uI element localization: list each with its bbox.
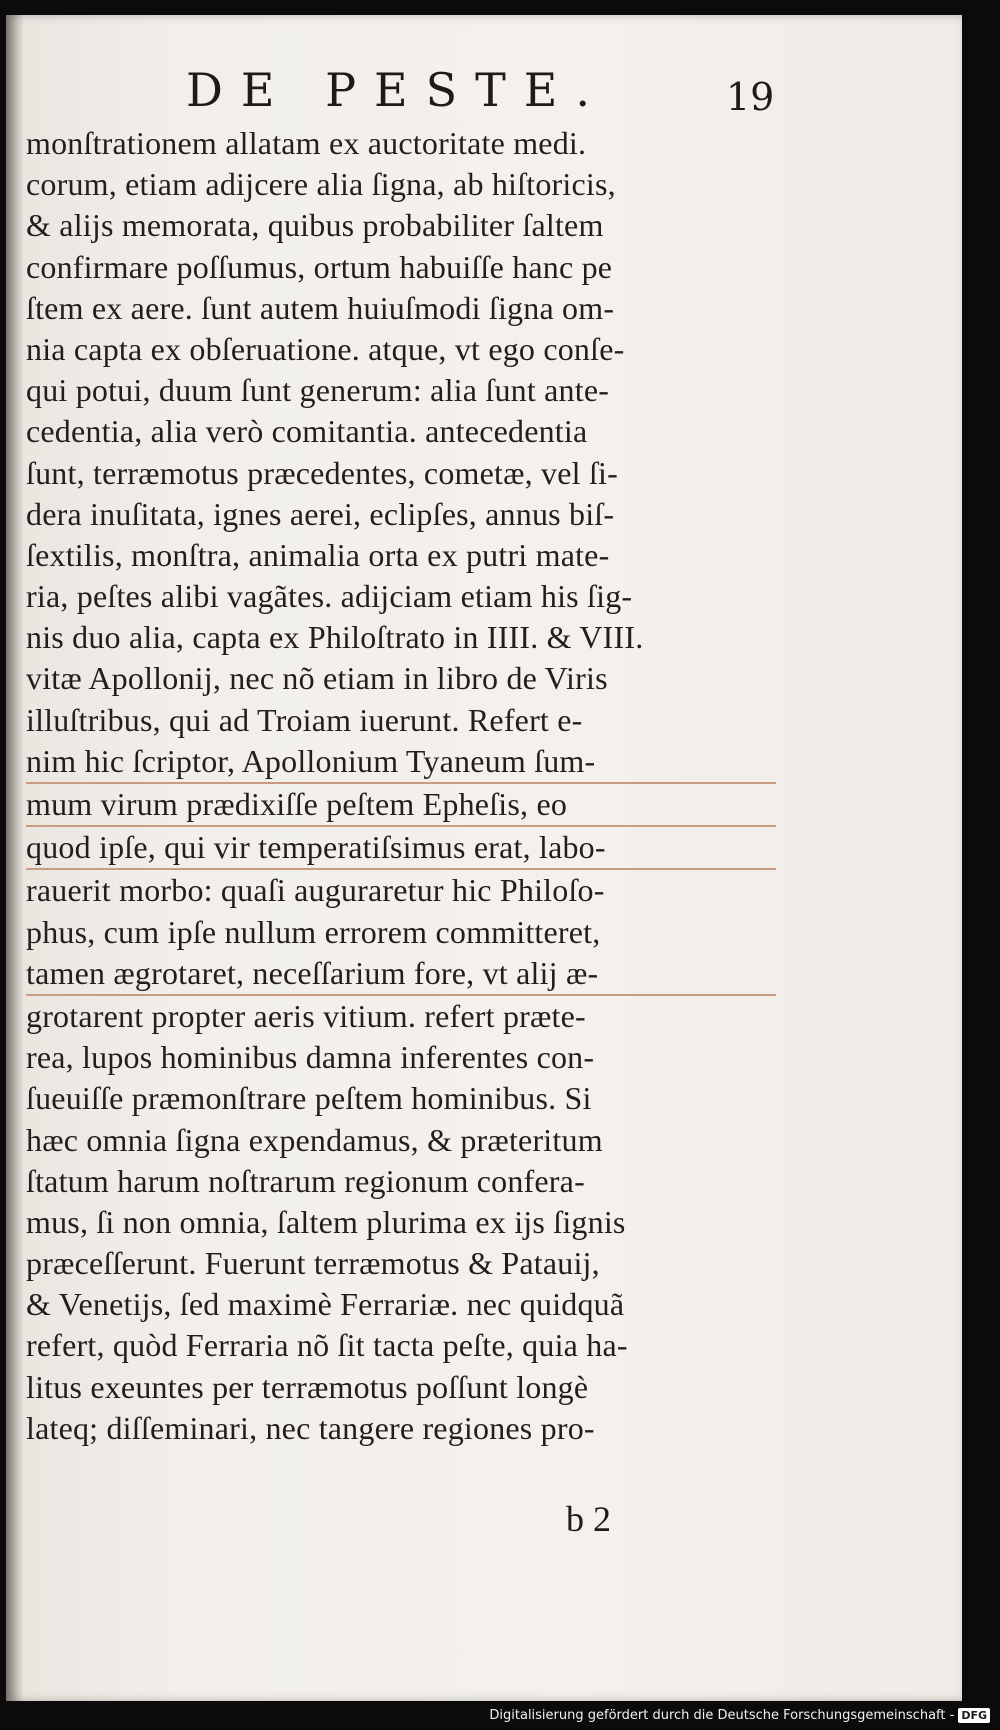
text-line: rea, lupos hominibus damna inferentes con- — [26, 1039, 595, 1076]
text-line: qui potui, duum ſunt generum: alia ſunt ante- — [26, 372, 610, 409]
text-line-underlined: mum virum prædixiſſe peſtem Epheſis, eo — [26, 784, 776, 827]
text-line: ria, peſtes alibi vagãtes. adijciam etiam his ſig- — [26, 578, 633, 615]
text-line-underlined: tamen ægrotaret, neceſſarium fore, vt alij æ- — [26, 953, 776, 996]
text-line: nis duo alia, capta ex Philoſtrato in IIII. & VIII. — [26, 619, 644, 656]
dfg-logo: DFG — [958, 1708, 990, 1723]
text-line: phus, cum ipſe nullum errorem committeret, — [26, 913, 601, 950]
text-line: confirmare poſſumus, ortum habuiſſe hanc pe — [26, 248, 613, 285]
text-line-underlined: quod ipſe, qui vir temperatiſsimus erat, labo- — [26, 827, 776, 870]
running-title: DE PESTE. — [186, 63, 609, 117]
text-line: cedentia, alia verò comitantia. antecedentia — [26, 413, 588, 450]
text-line: ſueuiſſe præmonſtrare peſtem hominibus. Si — [26, 1080, 592, 1117]
text-line: rauerit morbo: quaſi augurаretur hic Philoſo- — [26, 872, 605, 909]
text-line: corum, etiam adijcere alia ſigna, ab hiſtoricis, — [26, 166, 616, 203]
text-line: & Venetijs, ſed maximè Ferrariæ. nec quidquã — [26, 1286, 625, 1323]
text-line: refert, quòd Ferraria nõ ſit tacta peſte, quia ha- — [26, 1327, 628, 1364]
footer-text: Digitalisierung gefördert durch die Deutsche Forschungsgemeinschaft - — [489, 1708, 955, 1723]
text-line: ſtem ex aere. ſunt autem huiuſmodi ſigna om- — [26, 289, 615, 326]
text-line: litus exeuntes per terræmotus poſſunt longè — [26, 1368, 589, 1405]
text-line: ſunt, terræmotus præcedentes, cometæ, vel ſi- — [26, 454, 618, 491]
text-line: ſtatum harum noſtrarum regionum conferа- — [26, 1162, 585, 1199]
text-line: lateq; diſſeminari, nec tangere regiones pro- — [26, 1409, 595, 1446]
book-page — [6, 15, 962, 1701]
page-number: 19 — [726, 75, 775, 119]
text-line: ſextilis, monſtra, animalia orta ex putri mate- — [26, 536, 610, 573]
text-line: & alijs memorata, quibus probabiliter ſaltem — [26, 207, 604, 244]
text-line: vitæ Apollonij, nec nõ etiam in libro de Viris — [26, 660, 608, 697]
text-line: grotarent propter aeris vitium. refert præte- — [26, 997, 586, 1034]
text-line: illuſtribus, qui ad Troiam iuerunt. Refert e- — [26, 701, 583, 738]
signature-mark: b 2 — [566, 1499, 611, 1539]
text-line: monſtrationem allatam ex auctoritate medi. — [26, 125, 587, 161]
page-header — [6, 55, 962, 119]
text-line-underlined: nim hic ſcriptor, Apollonium Tyaneum ſum- — [26, 741, 776, 784]
spine-shadow — [6, 15, 24, 1701]
body-text — [26, 123, 776, 1449]
text-line: præceſſerunt. Fuerunt terræmotus & Patauij, — [26, 1245, 600, 1282]
text-line: mus, ſi non omnia, ſaltem plurima ex ijs ſignis — [26, 1203, 626, 1240]
text-line: nia capta ex obſeruatione. atque, vt ego conſe- — [26, 330, 625, 367]
text-line: hæc omnia ſigna expendamus, & præteritum — [26, 1121, 603, 1158]
digitization-footer — [489, 1708, 990, 1723]
text-line: dera inuſitata, ignes aerei, eclipſes, annus biſ- — [26, 495, 615, 532]
